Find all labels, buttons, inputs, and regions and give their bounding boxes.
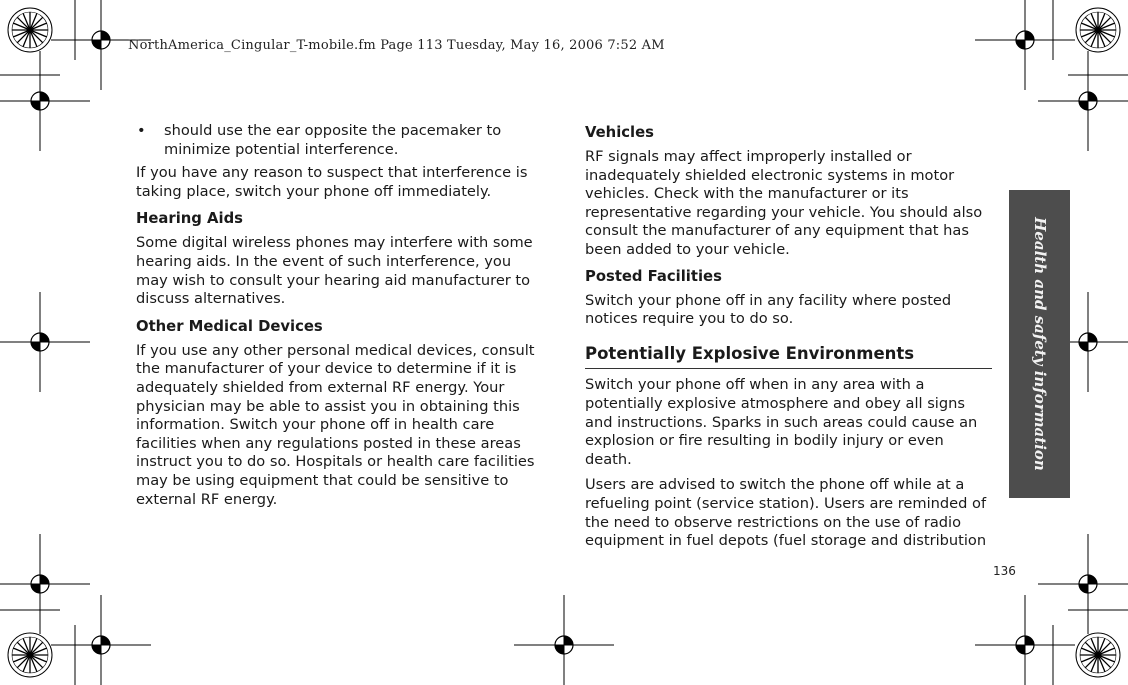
bullet-icon: •	[137, 122, 146, 139]
paragraph-suspect: If you have any reason to suspect that interference is taking place, switch your phone off immediately.	[136, 164, 528, 200]
heading-other-medical: Other Medical Devices	[136, 317, 323, 335]
heading-hearing-aids: Hearing Aids	[136, 210, 243, 228]
heading-vehicles: Vehicles	[585, 124, 654, 141]
bullet-text: should use the ear opposite the pacemaker to minimize potential interference.	[164, 122, 502, 158]
paragraph-explosive-2: Users are advised to switch the phone off while at a refueling point (service station). Users are reminded of the need to observe restrictions on the use of radio equipment in fuel depots (fuel storage and distribution	[585, 476, 987, 550]
file-header: NorthAmerica_Cingular_T-mobile.fm Page 113 Tuesday, May 16, 2006 7:52 AM	[128, 38, 665, 53]
paragraph-hearing-aids: Some digital wireless phones may interfere with some hearing aids. In the event of such interference, you may wish to consult your hearing aid manufacturer to discuss alternatives.	[136, 234, 533, 308]
sidebar-label: Health and safety information	[1030, 217, 1049, 471]
page-number: 136	[993, 564, 1016, 578]
paragraph-vehicles: RF signals may affect improperly installed or inadequately shielded electronic systems in motor vehicles. Check with the manufacturer or its representative regarding your vehicle. You should also consult the manufacturer of any equipment that has been added to your vehicle.	[585, 148, 983, 258]
bullet-item	[136, 122, 546, 159]
paragraph-other-medical: If you use any other personal medical devices, consult the manufacturer of your device to determine if it is adequately shielded from external RF energy. Your physician may be able to assist you in obtaining this information. Switch your phone off in health care facilities when any regulations posted in these areas instruct you to do so. Hospitals or health care facilities may be using equipment that could be sensitive to external RF energy.	[136, 341, 535, 508]
section-sidebar-tab	[1009, 190, 1070, 498]
right-column	[585, 122, 995, 558]
heading-posted-facilities: Posted Facilities	[585, 267, 722, 285]
left-column	[136, 122, 546, 517]
paragraph-posted-facilities: Switch your phone off in any facility where posted notices require you to do so.	[585, 291, 952, 328]
paragraph-explosive-1: Switch your phone off when in any area with a potentially explosive atmosphere and obey all signs and instructions. Sparks in such areas could cause an explosion or fire resulting in bodily injury or even death.	[585, 376, 978, 468]
section-title-explosive: Potentially Explosive Environments	[585, 345, 992, 370]
